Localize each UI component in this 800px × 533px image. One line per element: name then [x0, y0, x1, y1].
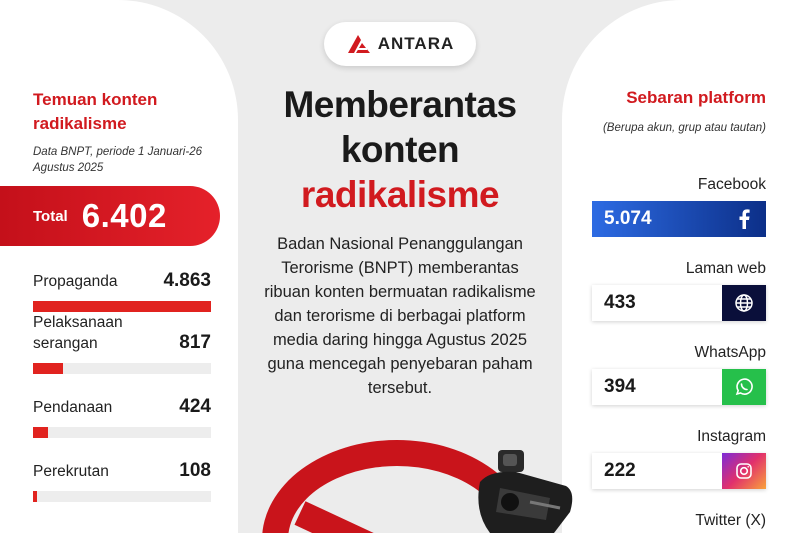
- description: Badan Nasional Penanggulangan Terorisme (BNPT) memberantas ribuan konten bermuatan radikalisme dan terorisme di berbagai platform media daring hingga Agustus 2025 guna mencegah penyebaran paham tersebut.: [264, 235, 536, 397]
- platform-instagram: [592, 453, 766, 489]
- title-line-2: konten: [340, 129, 460, 170]
- antara-logo-icon: [346, 33, 372, 55]
- platform-name: Facebook: [697, 176, 766, 193]
- gun-illustration: [470, 442, 580, 533]
- category-label: Perekrutan: [33, 463, 109, 480]
- category-value: 424: [179, 396, 211, 417]
- globe-icon: [722, 285, 766, 321]
- platform-name: WhatsApp: [694, 344, 766, 361]
- instagram-icon: [722, 453, 766, 489]
- title-line-3: radikalisme: [300, 174, 500, 215]
- platform-title: Sebaran platform: [626, 88, 766, 107]
- category-label: Propaganda: [33, 273, 118, 290]
- findings-title: Temuan konten radikalisme: [33, 90, 158, 133]
- facebook-icon: [722, 201, 766, 237]
- findings-subtitle: Data BNPT, periode 1 Januari-26 Agustus 2025: [33, 146, 202, 174]
- category-label: Pendanaan: [33, 399, 113, 416]
- category-value: 4.863: [163, 270, 211, 291]
- platform-facebook: [592, 201, 766, 237]
- category-bar-track: [33, 301, 211, 312]
- whatsapp-icon: [722, 369, 766, 405]
- total-banner: [0, 186, 220, 246]
- platform-subtitle: (Berupa akun, grup atau tautan): [602, 122, 766, 134]
- category-row: [33, 396, 211, 438]
- title-line-1: Memberantas: [283, 84, 517, 125]
- category-bar-fill: [33, 427, 48, 438]
- category-bar-track: [33, 427, 211, 438]
- category-bar-fill: [33, 491, 37, 502]
- platform-value: 394: [604, 376, 636, 397]
- left-panel: [0, 0, 238, 533]
- platform-web: [592, 285, 766, 321]
- page-title: [250, 82, 550, 217]
- category-value: 108: [179, 460, 211, 481]
- category-row: [33, 316, 211, 374]
- category-bar-fill: [33, 363, 63, 374]
- category-row: [33, 460, 211, 502]
- total-value: 6.402: [81, 197, 167, 234]
- category-row: [33, 268, 211, 312]
- platform-name: Laman web: [685, 260, 766, 277]
- antara-logo[interactable]: [324, 22, 476, 66]
- brand-name: ANTARA: [377, 34, 455, 53]
- platform-whatsapp: [592, 369, 766, 405]
- category-value: 817: [179, 332, 211, 353]
- platform-name: Twitter (X): [695, 512, 766, 529]
- platform-name: Instagram: [697, 428, 766, 445]
- total-label: Total: [33, 207, 68, 225]
- category-bar-track: [33, 363, 211, 374]
- category-bar-fill: [33, 301, 211, 312]
- category-bar-track: [33, 491, 211, 502]
- category-label: Pelaksanaan serangan: [33, 314, 123, 352]
- platform-value: 433: [604, 292, 636, 313]
- platform-value: 222: [604, 460, 636, 481]
- platform-value: 5.074: [604, 208, 652, 229]
